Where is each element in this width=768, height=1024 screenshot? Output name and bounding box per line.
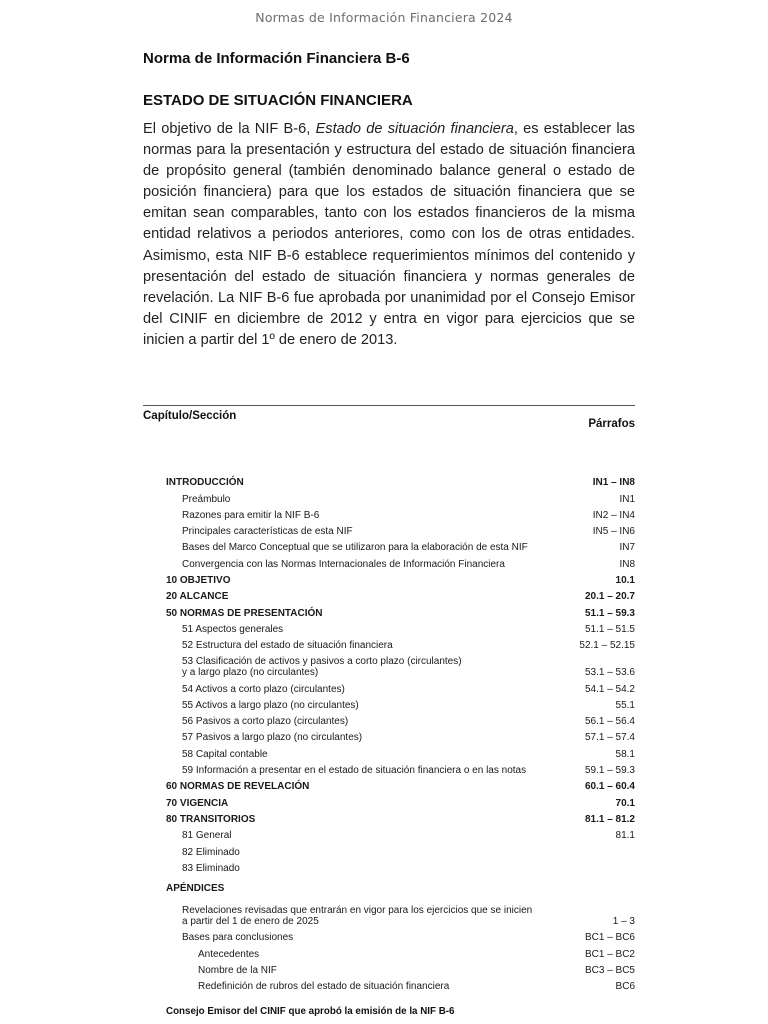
toc-row-eliminado-83 [166,861,635,877]
toc-label: Antecedentes [198,948,260,960]
toc-row-caracteristicas [166,524,635,540]
toc-row-redefinicion-rubros [166,979,635,995]
toc-divider [143,405,635,406]
toc-label: APÉNDICES [166,883,225,895]
toc-column-header-paragraphs: Párrafos [588,418,635,430]
toc-paragraphs: 20.1 – 20.7 [584,591,635,603]
toc-row-alcance [166,589,635,605]
toc-row-preambulo [166,491,635,507]
toc-paragraphs: 59.1 – 59.3 [584,765,635,777]
norm-title: Norma de Información Financiera B-6 [143,50,410,67]
toc-row-activos-corto [166,681,635,697]
toc-paragraphs: 60.1 – 60.4 [584,781,635,793]
intro-paragraph [143,119,635,351]
toc-row-nombre-nif [166,963,635,979]
toc-paragraphs: 52.1 – 52.15 [579,640,635,652]
toc-paragraphs: 56.1 – 56.4 [584,716,635,728]
intro-text-1: El objetivo de la NIF B-6, [143,121,316,137]
toc-paragraphs: 51.1 – 51.5 [584,623,635,635]
toc-label: 83 Eliminado [182,862,240,874]
toc-paragraphs: 55.1 [615,699,635,711]
toc-row-estructura [166,638,635,654]
toc-row-pasivos-corto [166,714,635,730]
toc-paragraphs: BC3 – BC5 [584,965,635,977]
toc-row-convergencia [166,556,635,572]
toc-row-apendices [166,881,635,897]
intro-text-2: , es establecer las normas para la presentación y estructura del estado de situación financiera de propósito general (también denominado balance general o estado de posición financiera) para que los estados de situación financiera que se emitan sean comparables, tanto con los estados financieros de la misma entidad relativos a periodos anteriores, como con los de otras entidades. Asimismo, esta NIF B-6 establece requerimientos mínimos del contenido y presentación del estado de situación financiera y normas generales de revelación. La NIF B-6 fue aprobada por unanimidad por el Consejo Emisor del CINIF en diciembre de 2012 y entra en vigor para ejercicios que se inicien a partir del 1º de enero de 2013. [143,121,635,348]
toc-label: 60 NORMAS DE REVELACIÓN [166,781,310,793]
toc-label: Razones para emitir la NIF B-6 [182,509,320,521]
toc-paragraphs: 81.1 [615,830,635,842]
toc-label: 80 TRANSITORIOS [166,813,256,825]
toc-paragraphs: IN1 – IN8 [592,477,635,489]
toc-paragraphs: IN1 [619,493,635,505]
toc-label: 58 Capital contable [182,748,268,760]
toc-paragraphs: BC6 [615,981,635,993]
toc-label: 51 Aspectos generales [182,623,284,635]
toc-row-revelaciones-revisadas [166,897,635,930]
toc-row-bases-conclusiones [166,930,635,946]
toc-label: INTRODUCCIÓN [166,477,244,489]
toc-label: 54 Activos a corto plazo (circulantes) [182,683,345,695]
toc-label-line-2: a partir del 1 de enero de 2025 [182,916,319,928]
toc-paragraphs: 54.1 – 54.2 [584,683,635,695]
toc-label: Bases para conclusiones [182,932,294,944]
toc-label: Preámbulo [182,493,231,505]
toc-label: 10 OBJETIVO [166,575,231,587]
toc-row-clasificacion [166,654,635,681]
toc-paragraphs: IN7 [619,542,635,554]
toc-paragraphs: 1 – 3 [612,916,635,928]
toc-row-capital-contable [166,746,635,762]
toc-row-vigencia [166,795,635,811]
toc-label: 59 Información a presentar en el estado de situación financiera o en las notas [182,765,527,777]
toc-paragraphs: 81.1 – 81.2 [584,813,635,825]
table-of-contents [166,475,635,995]
footer-line: Consejo Emisor del CINIF que aprobó la emisión de la NIF B-6 [166,1006,455,1017]
toc-paragraphs: IN2 – IN4 [592,509,635,521]
toc-label: 50 NORMAS DE PRESENTACIÓN [166,607,323,619]
toc-label-line-1: 53 Clasificación de activos y pasivos a corto plazo (circulantes) [182,656,462,668]
toc-row-normas-revelacion [166,779,635,795]
toc-row-normas-presentacion [166,605,635,621]
toc-column-header-section: Capítulo/Sección [143,410,237,422]
toc-label: 82 Eliminado [182,846,240,858]
toc-label: Convergencia con las Normas Internacionales de Información Financiera [182,558,505,570]
toc-paragraphs: 10.1 [615,575,635,587]
toc-label: 55 Activos a largo plazo (no circulantes) [182,699,359,711]
toc-label: Principales características de esta NIF [182,526,353,538]
toc-label: 52 Estructura del estado de situación financiera [182,640,393,652]
toc-row-antecedentes [166,946,635,962]
toc-paragraphs: BC1 – BC2 [584,948,635,960]
toc-row-activos-largo [166,698,635,714]
toc-paragraphs: BC1 – BC6 [584,932,635,944]
toc-paragraphs: 53.1 – 53.6 [584,667,635,679]
toc-label: 56 Pasivos a corto plazo (circulantes) [182,716,349,728]
toc-paragraphs: 57.1 – 57.4 [584,732,635,744]
toc-label: Redefinición de rubros del estado de situación financiera [198,981,450,993]
toc-row-razones [166,508,635,524]
section-title: ESTADO DE SITUACIÓN FINANCIERA [143,92,413,109]
toc-row-introduccion [166,475,635,491]
toc-row-transitorios [166,812,635,828]
toc-label-line-2: y a largo plazo (no circulantes) [182,667,319,679]
toc-label [166,905,532,930]
toc-paragraphs: 58.1 [615,748,635,760]
toc-label: 81 General [182,830,232,842]
toc-row-general [166,828,635,844]
toc-row-informacion-presentar [166,763,635,779]
toc-label: 70 VIGENCIA [166,797,229,809]
toc-row-bases-marco [166,540,635,556]
toc-label [166,656,462,681]
toc-paragraphs: IN5 – IN6 [592,526,635,538]
toc-row-eliminado-82 [166,844,635,860]
toc-label: 20 ALCANCE [166,591,229,603]
toc-row-pasivos-largo [166,730,635,746]
intro-italic-title: Estado de situación financiera [315,121,514,137]
toc-paragraphs: 51.1 – 59.3 [584,607,635,619]
toc-paragraphs: IN8 [619,558,635,570]
toc-label: 57 Pasivos a largo plazo (no circulantes) [182,732,363,744]
running-header: Normas de Información Financiera 2024 [255,10,513,25]
toc-paragraphs: 70.1 [615,797,635,809]
toc-row-objetivo [166,573,635,589]
toc-label: Nombre de la NIF [198,965,277,977]
toc-label-line-1: Revelaciones revisadas que entrarán en vigor para los ejercicios que se inicien [182,905,533,917]
toc-row-aspectos-generales [166,622,635,638]
toc-label: Bases del Marco Conceptual que se utilizaron para la elaboración de esta NIF [182,542,528,554]
